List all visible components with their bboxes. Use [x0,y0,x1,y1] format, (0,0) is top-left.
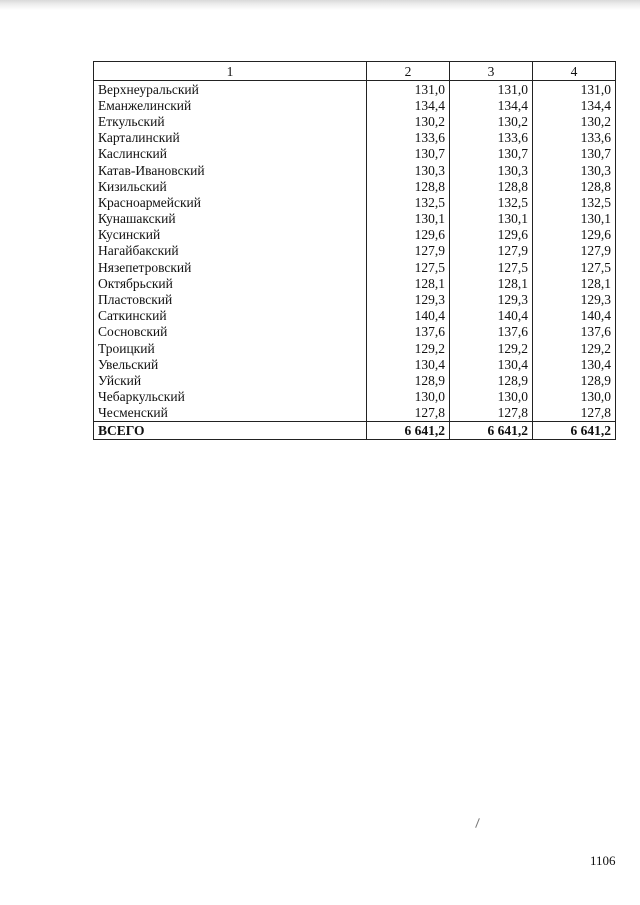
district-name: Уйский [94,372,367,388]
district-name: Увельский [94,356,367,372]
value-col3: 130,4 [450,356,533,372]
pen-mark [475,818,480,828]
district-name: Каслинский [94,146,367,162]
value-col2: 130,3 [367,162,450,178]
table-row [94,97,616,113]
table-row [94,243,616,259]
table-header-row [94,62,616,81]
value-col4: 132,5 [533,194,616,210]
value-col2: 130,7 [367,146,450,162]
table-body [94,81,616,422]
district-name: Пластовский [94,291,367,307]
value-col4: 129,2 [533,340,616,356]
table-row [94,291,616,307]
value-col3: 133,6 [450,130,533,146]
scan-edge-shadow [0,0,640,10]
value-col3: 127,5 [450,259,533,275]
total-label: ВСЕГО [94,421,367,439]
value-col2: 130,1 [367,211,450,227]
district-name: Чесменский [94,405,367,422]
table-row [94,178,616,194]
column-header-1: 1 [94,62,367,81]
table-row [94,389,616,405]
value-col2: 131,0 [367,81,450,98]
value-col2: 127,9 [367,243,450,259]
value-col3: 128,1 [450,275,533,291]
table-row [94,275,616,291]
value-col2: 127,8 [367,405,450,422]
district-name: Кусинский [94,227,367,243]
value-col4: 130,7 [533,146,616,162]
value-col2: 128,9 [367,372,450,388]
value-col4: 137,6 [533,324,616,340]
value-col3: 130,0 [450,389,533,405]
value-col4: 127,5 [533,259,616,275]
value-col2: 129,3 [367,291,450,307]
value-col2: 130,2 [367,113,450,129]
value-col3: 128,8 [450,178,533,194]
column-header-2: 2 [367,62,450,81]
district-name: Октябрьский [94,275,367,291]
value-col4: 133,6 [533,130,616,146]
table-row [94,162,616,178]
value-col2: 128,8 [367,178,450,194]
value-col4: 130,0 [533,389,616,405]
district-name: Красноармейский [94,194,367,210]
value-col3: 132,5 [450,194,533,210]
district-name: Еманжелинский [94,97,367,113]
column-header-4: 4 [533,62,616,81]
value-col3: 129,3 [450,291,533,307]
value-col2: 137,6 [367,324,450,340]
budget-table-container [93,61,615,440]
value-col3: 130,7 [450,146,533,162]
value-col2: 127,5 [367,259,450,275]
value-col2: 140,4 [367,308,450,324]
value-col2: 132,5 [367,194,450,210]
district-name: Кунашакский [94,211,367,227]
district-name: Нязепетровский [94,259,367,275]
table-row [94,324,616,340]
total-value-col2: 6 641,2 [367,421,450,439]
value-col3: 140,4 [450,308,533,324]
value-col3: 129,2 [450,340,533,356]
table-row [94,81,616,98]
table-row [94,130,616,146]
value-col2: 129,6 [367,227,450,243]
value-col3: 128,9 [450,372,533,388]
district-name: Троицкий [94,340,367,356]
value-col4: 130,4 [533,356,616,372]
table-row [94,194,616,210]
value-col4: 128,9 [533,372,616,388]
district-name: Еткульский [94,113,367,129]
table-row [94,356,616,372]
table-row [94,405,616,422]
value-col2: 134,4 [367,97,450,113]
value-col3: 131,0 [450,81,533,98]
value-col4: 130,3 [533,162,616,178]
value-col2: 128,1 [367,275,450,291]
total-value-col4: 6 641,2 [533,421,616,439]
value-col2: 130,4 [367,356,450,372]
value-col4: 129,6 [533,227,616,243]
total-value-col3: 6 641,2 [450,421,533,439]
district-name: Катав-Ивановский [94,162,367,178]
table-total-row [94,421,616,439]
value-col4: 127,8 [533,405,616,422]
column-header-3: 3 [450,62,533,81]
value-col4: 130,2 [533,113,616,129]
value-col4: 128,1 [533,275,616,291]
district-name: Кизильский [94,178,367,194]
table-row [94,227,616,243]
table-row [94,211,616,227]
value-col2: 130,0 [367,389,450,405]
value-col4: 134,4 [533,97,616,113]
value-col2: 133,6 [367,130,450,146]
table-row [94,146,616,162]
table-row [94,340,616,356]
value-col3: 127,9 [450,243,533,259]
district-name: Нагайбакский [94,243,367,259]
table-row [94,113,616,129]
table-row [94,308,616,324]
value-col2: 129,2 [367,340,450,356]
value-col4: 131,0 [533,81,616,98]
value-col3: 129,6 [450,227,533,243]
value-col3: 134,4 [450,97,533,113]
value-col3: 130,2 [450,113,533,129]
value-col3: 137,6 [450,324,533,340]
value-col4: 128,8 [533,178,616,194]
district-name: Сосновский [94,324,367,340]
district-name: Карталинский [94,130,367,146]
value-col4: 127,9 [533,243,616,259]
table-row [94,259,616,275]
value-col4: 140,4 [533,308,616,324]
page-number: 1106 [590,853,616,868]
district-name: Верхнеуральский [94,81,367,98]
value-col4: 130,1 [533,211,616,227]
table-row [94,372,616,388]
district-name: Саткинский [94,308,367,324]
budget-table [93,61,616,440]
value-col3: 130,1 [450,211,533,227]
value-col3: 130,3 [450,162,533,178]
value-col4: 129,3 [533,291,616,307]
district-name: Чебаркульский [94,389,367,405]
value-col3: 127,8 [450,405,533,422]
